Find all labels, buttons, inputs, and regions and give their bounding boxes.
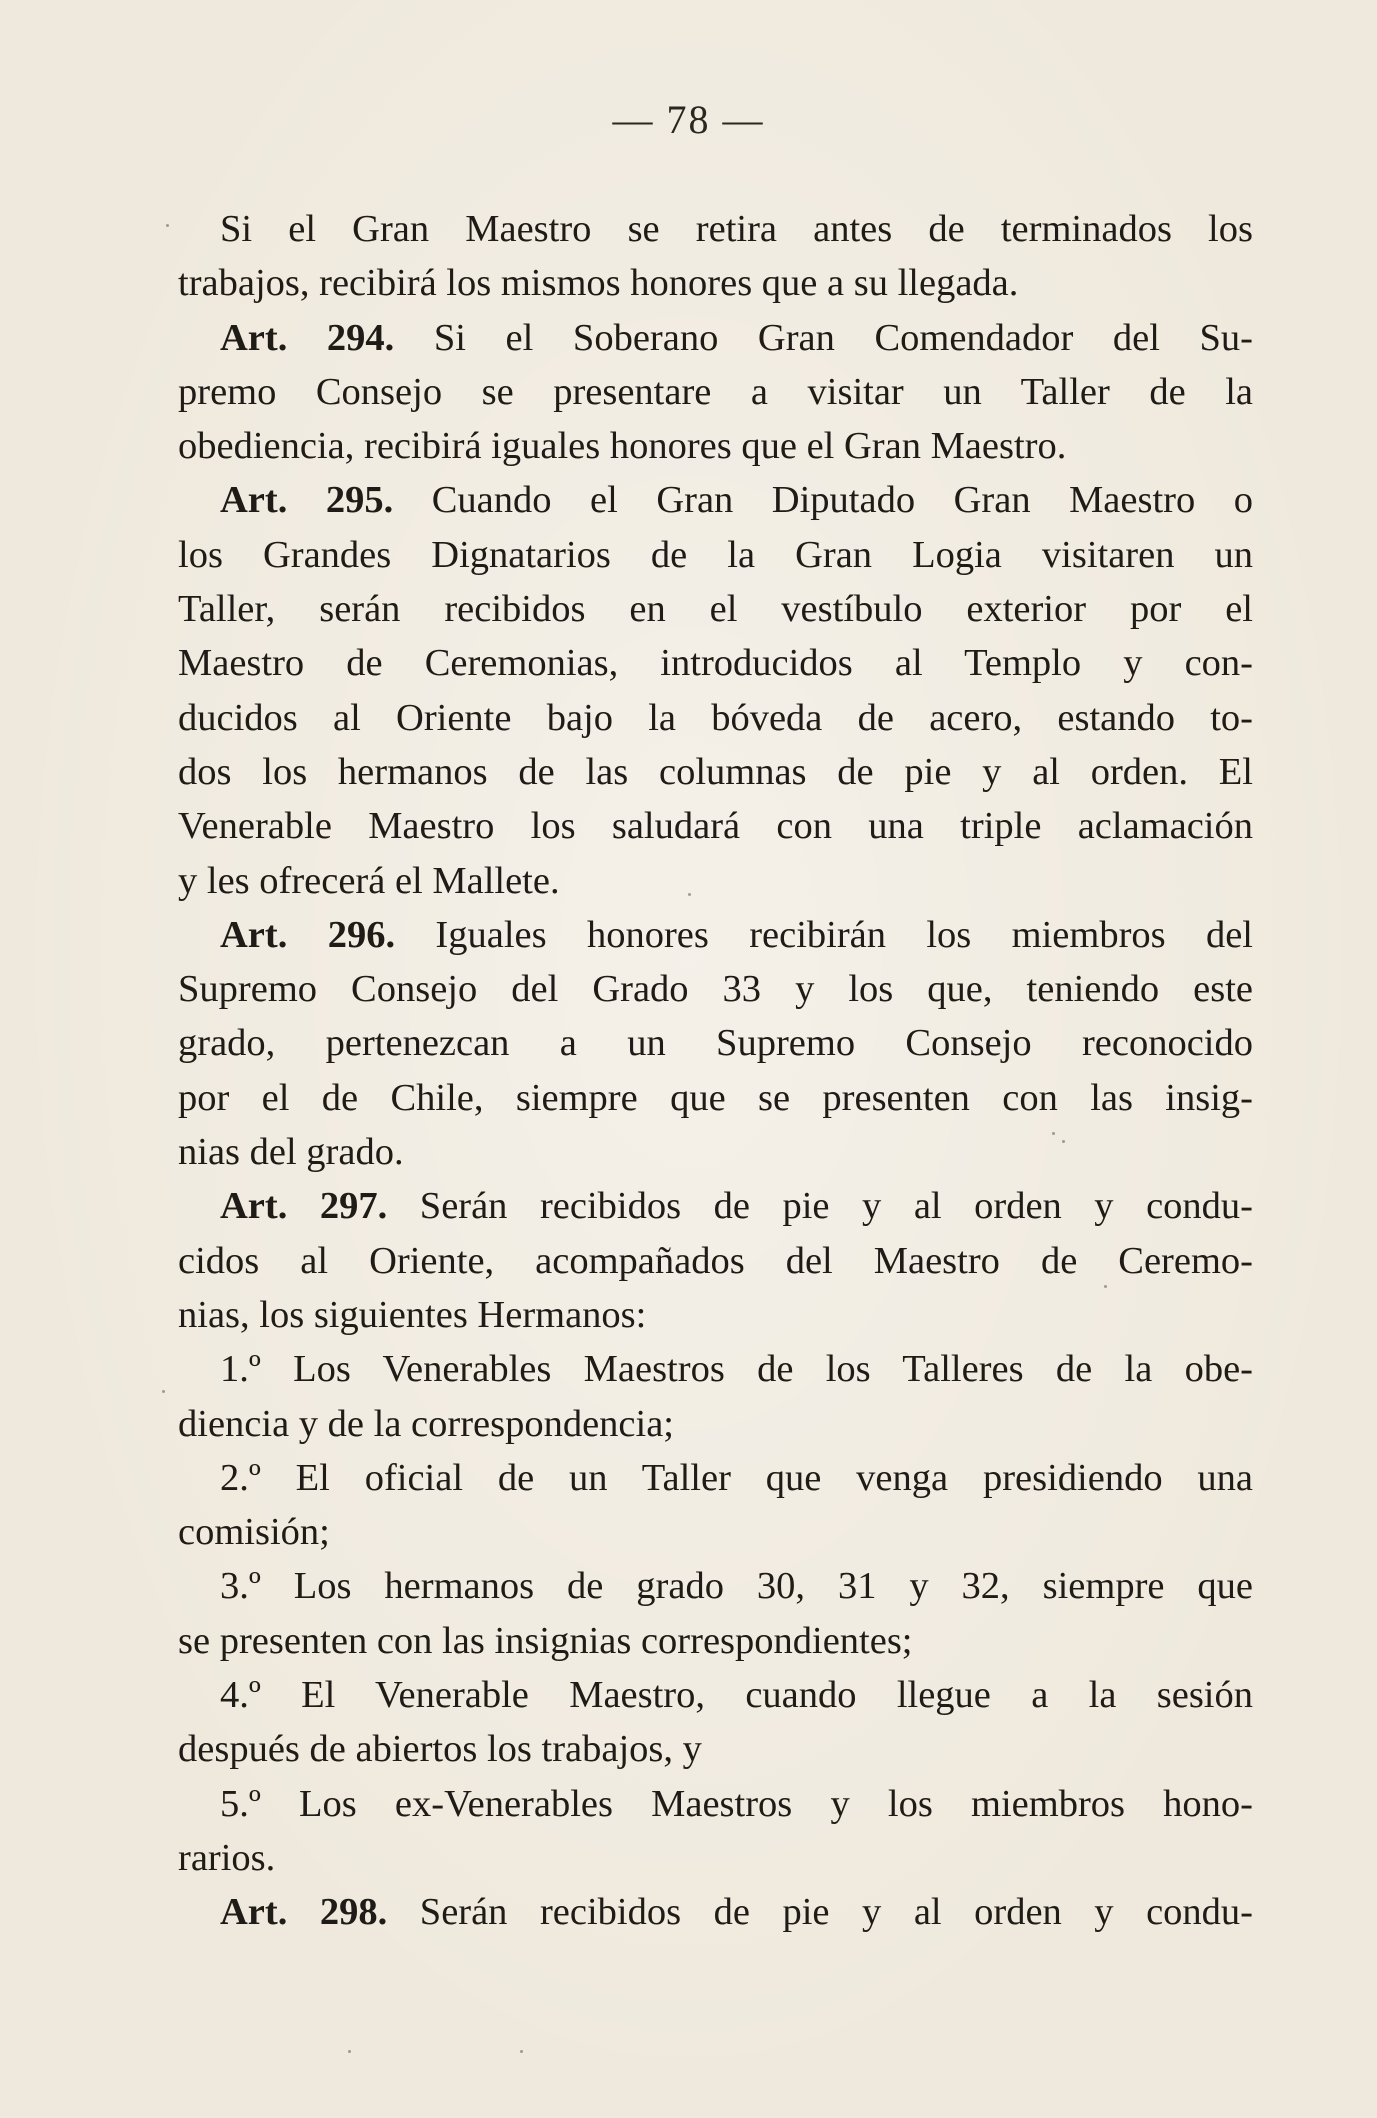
line-text: Venerable Maestro los saludará con una triple aclamación — [178, 805, 1253, 848]
line-text: premo Consejo se presentare a visitar un Taller de la — [178, 370, 1253, 413]
text-line — [178, 1288, 1253, 1342]
text-line — [178, 1071, 1253, 1125]
text-line — [178, 1179, 1253, 1233]
line-text: Supremo Consejo del Grado 33 y los que, teniendo este — [178, 968, 1253, 1011]
print-speck — [1104, 1285, 1107, 1288]
line-text: cidos al Oriente, acompañados del Maestro de Ceremo- — [178, 1239, 1253, 1282]
text-line — [178, 1125, 1253, 1179]
article-number: Art. 295. — [220, 479, 394, 522]
text-line — [178, 691, 1253, 745]
line-text: 2.º El oficial de un Taller que venga presidiendo una — [220, 1456, 1253, 1499]
line-text: y les ofrecerá el Mallete. — [178, 859, 560, 902]
line-text: 1.º Los Venerables Maestros de los Talleres de la obe- — [220, 1348, 1253, 1391]
text-line — [178, 962, 1253, 1016]
line-text: Serán recibidos de pie y al orden y condu- — [387, 1891, 1253, 1934]
line-text: ducidos al Oriente bajo la bóveda de acero, estando to- — [178, 696, 1253, 739]
line-text: Serán recibidos de pie y al orden y condu- — [387, 1185, 1253, 1228]
text-line — [178, 473, 1253, 527]
line-text: 5.º Los ex-Venerables Maestros y los miembros hono- — [220, 1782, 1253, 1825]
line-text: Maestro de Ceremonias, introducidos al Templo y con- — [178, 642, 1253, 685]
article-number: Art. 297. — [220, 1185, 388, 1228]
line-text: trabajos, recibirá los mismos honores que a su llegada. — [178, 262, 1019, 305]
text-line — [178, 745, 1253, 799]
text-line — [178, 908, 1253, 962]
line-text: los Grandes Dignatarios de la Gran Logia visitaren un — [178, 533, 1253, 576]
line-text: por el de Chile, siempre que se presenten con las insig- — [178, 1076, 1253, 1119]
print-speck — [348, 2050, 351, 2053]
line-text: se presenten con las insignias correspondientes; — [178, 1619, 913, 1662]
text-line — [178, 528, 1253, 582]
text-line — [178, 256, 1253, 310]
article-number: Art. 296. — [220, 913, 396, 956]
line-text: obediencia, recibirá iguales honores que el Gran Maestro. — [178, 425, 1067, 468]
text-line — [178, 365, 1253, 419]
text-line — [178, 1505, 1253, 1559]
text-line — [178, 1559, 1253, 1613]
text-line — [178, 799, 1253, 853]
text-line — [178, 1342, 1253, 1396]
line-text: Cuando el Gran Diputado Gran Maestro o — [393, 479, 1254, 522]
print-speck — [1052, 1132, 1055, 1135]
text-line — [178, 1722, 1253, 1776]
text-line — [178, 1831, 1253, 1885]
line-text: nias, los siguientes Hermanos: — [178, 1293, 647, 1336]
text-line — [178, 1397, 1253, 1451]
line-text: después de abiertos los trabajos, y — [178, 1728, 702, 1771]
article-number: Art. 294. — [220, 316, 395, 359]
line-text: rarios. — [178, 1836, 276, 1879]
body-text — [178, 202, 1253, 1940]
line-text: Taller, serán recibidos en el vestíbulo exterior por el — [178, 588, 1253, 631]
text-line — [178, 582, 1253, 636]
text-line — [178, 419, 1253, 473]
text-line — [178, 202, 1253, 256]
text-line — [178, 854, 1253, 908]
print-speck — [688, 893, 691, 896]
line-text: nias del grado. — [178, 1131, 404, 1174]
line-text: 4.º El Venerable Maestro, cuando llegue a la sesión — [220, 1674, 1253, 1717]
line-text: dos los hermanos de las columnas de pie y al orden. El — [178, 750, 1253, 793]
print-speck — [166, 224, 169, 227]
text-line — [178, 1451, 1253, 1505]
line-text: Si el Gran Maestro se retira antes de terminados los — [220, 208, 1253, 250]
text-line — [178, 1777, 1253, 1831]
text-line — [178, 1234, 1253, 1288]
text-line — [178, 1668, 1253, 1722]
line-text: Si el Soberano Gran Comendador del Su- — [394, 316, 1253, 359]
page-number: — 78 — — [612, 97, 765, 142]
line-text: 3.º Los hermanos de grado 30, 31 y 32, siempre que — [220, 1565, 1253, 1608]
text-line — [178, 311, 1253, 365]
text-line — [178, 636, 1253, 690]
print-speck — [162, 1390, 165, 1393]
print-speck — [1062, 1140, 1065, 1143]
line-text: grado, pertenezcan a un Supremo Consejo reconocido — [178, 1022, 1253, 1065]
article-number: Art. 298. — [220, 1891, 388, 1934]
text-line — [178, 1885, 1253, 1939]
line-text: comisión; — [178, 1511, 330, 1554]
text-line — [178, 1016, 1253, 1070]
print-speck — [520, 2050, 523, 2053]
text-line — [178, 1614, 1253, 1668]
line-text: Iguales honores recibirán los miembros del — [395, 913, 1254, 956]
line-text: diencia y de la correspondencia; — [178, 1402, 674, 1445]
